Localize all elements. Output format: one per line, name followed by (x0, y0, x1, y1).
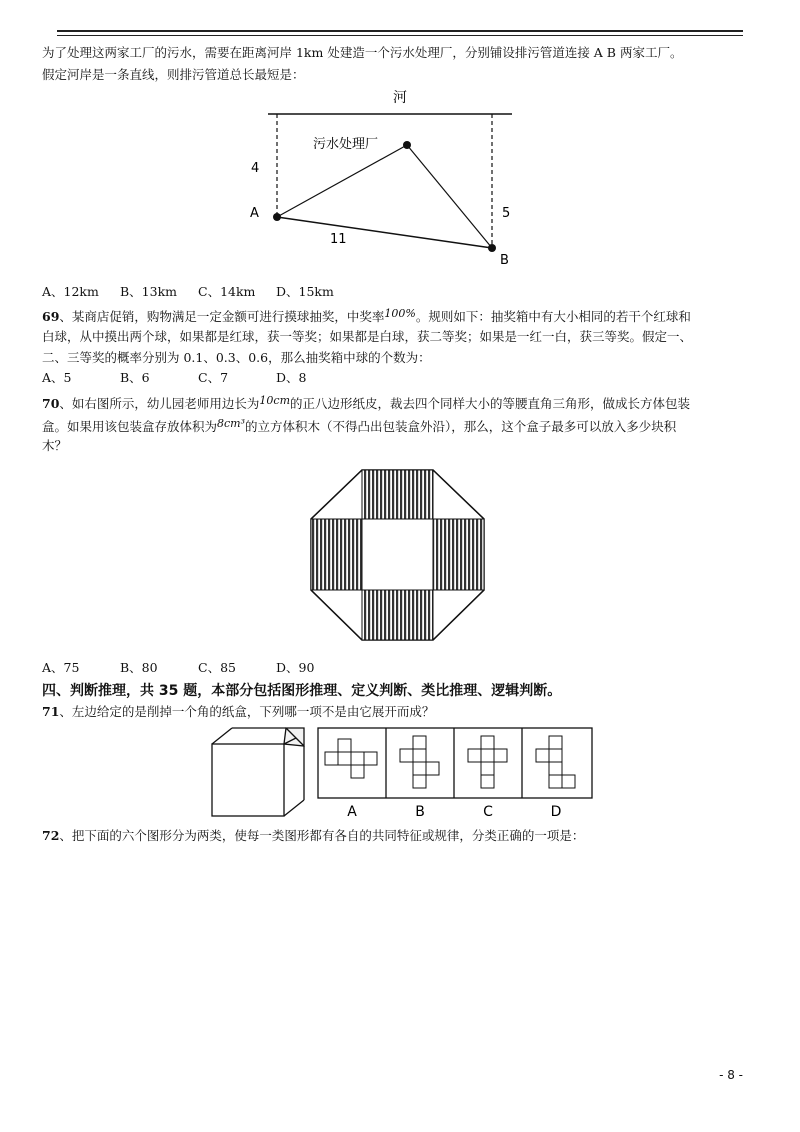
q72-number: 72 (42, 828, 60, 843)
q68-line-2: 假定河岸是一条直线，则排污管道总长最短是： (42, 67, 305, 82)
net-b[interactable] (400, 736, 439, 788)
hatch-left (311, 519, 362, 590)
q70-line-3: 木？ (42, 438, 68, 453)
q70-volume: 8cm³ (217, 417, 246, 430)
q70-options (42, 660, 314, 676)
q71-line (42, 704, 434, 720)
q70-option-a[interactable]: A、75 (42, 660, 80, 675)
q68-label-a: A (250, 206, 259, 221)
q70-option-c[interactable]: C、85 (198, 660, 236, 675)
q69-line-3: 二、三等奖的概率分别为 0.1、0.3、0.6，那么抽奖箱中球的个数为： (42, 350, 431, 365)
q70-side: 10cm (259, 394, 291, 407)
center-square (362, 519, 433, 590)
point-a (273, 213, 281, 221)
q69-option-b[interactable]: B、6 (120, 370, 150, 385)
q69-text-a: 、某商店促销，购物满足一定金额可进行摸球抽奖，中奖率 (59, 309, 385, 324)
q68-river-label: 河 (393, 90, 407, 106)
point-b (488, 244, 496, 252)
q68-option-c[interactable]: C、14km (198, 284, 256, 299)
q69-rate: 100% (384, 307, 416, 320)
q69-option-a[interactable]: A、5 (42, 370, 72, 385)
q70-text-b: 的正八边形纸皮，裁去四个同样大小的等腰直角三角形，做成长方体包装 (290, 396, 691, 411)
q70-octagon-figure (300, 462, 500, 648)
q71-label-a: A (347, 804, 357, 820)
q69-number: 69 (42, 309, 60, 324)
q70-text-c: 盒。如果用该包装盒存放体积为 (42, 419, 218, 434)
q72-text: 、把下面的六个图形分为两类，使每一类图形都有各自的共同特征或规律，分类正确的一项是： (59, 828, 585, 843)
q68-dist-a: 4 (251, 161, 260, 176)
q68-plant-label: 污水处理厂 (313, 137, 379, 152)
q68-option-a[interactable]: A、12km (42, 284, 99, 299)
hatch-top (362, 470, 433, 519)
header-rule-top (57, 30, 743, 32)
q68-option-b[interactable]: B、13km (120, 284, 178, 299)
cut-cube (212, 728, 304, 816)
q69-text-b: 。规则如下：抽奖箱中有大小相同的若干个红球和 (415, 309, 691, 324)
q72-line (42, 828, 584, 844)
q70-option-b[interactable]: B、80 (120, 660, 158, 675)
q69-option-c[interactable]: C、7 (198, 370, 229, 385)
q70-line-1 (42, 393, 690, 412)
q71-label-d: D (550, 804, 562, 820)
net-c[interactable] (468, 736, 507, 788)
q70-line-2 (42, 416, 676, 435)
page-number: - 8 - (719, 1068, 743, 1082)
q68-label-b: B (500, 253, 509, 268)
q69-line-2: 白球，从中摸出两个球，如果都是红球，获一等奖；如果都是白球，获二等奖；如果是一红一白，获三等奖。假定一、 (42, 329, 693, 344)
q68-options (42, 284, 334, 300)
q68-dist-ab: 11 (330, 232, 347, 247)
q68-figure (240, 82, 530, 272)
net-a[interactable] (325, 739, 377, 778)
q69-options (42, 370, 306, 386)
q68-line-1: 为了处理这两家工厂的污水，需要在距离河岸 1km 处建造一个污水处理厂，分别铺设排污管道连接 A B 两家工厂。 (42, 45, 683, 60)
q69-line-1 (42, 306, 691, 325)
q71-label-b: B (415, 804, 425, 820)
q71-number: 71 (42, 704, 60, 719)
header-rule-bottom (57, 35, 743, 36)
q70-text-d: 的立方体积木（不得凸出包装盒外沿），那么，这个盒子最多可以放入多少块积 (245, 419, 677, 434)
q71-text: 、左边给定的是削掉一个角的纸盒，下列哪一项不是由它展开而成？ (59, 704, 435, 719)
net-d[interactable] (536, 736, 575, 788)
q70-number: 70 (42, 396, 60, 411)
hatch-right (433, 519, 484, 590)
q71-label-c: C (483, 804, 493, 820)
q70-text-a: 、如右图所示，幼儿园老师用边长为 (59, 396, 260, 411)
section-title: 四、判断推理，共 35 题，本部分包括图形推理、定义判断、类比推理、逻辑判断。 (42, 683, 562, 699)
point-plant (403, 141, 411, 149)
hatch-bottom (362, 590, 433, 640)
q69-option-d[interactable]: D、8 (276, 370, 307, 385)
q68-dist-b: 5 (502, 206, 511, 221)
q71-figure (208, 724, 594, 824)
q68-option-d[interactable]: D、15km (276, 284, 334, 299)
q70-option-d[interactable]: D、90 (276, 660, 315, 675)
